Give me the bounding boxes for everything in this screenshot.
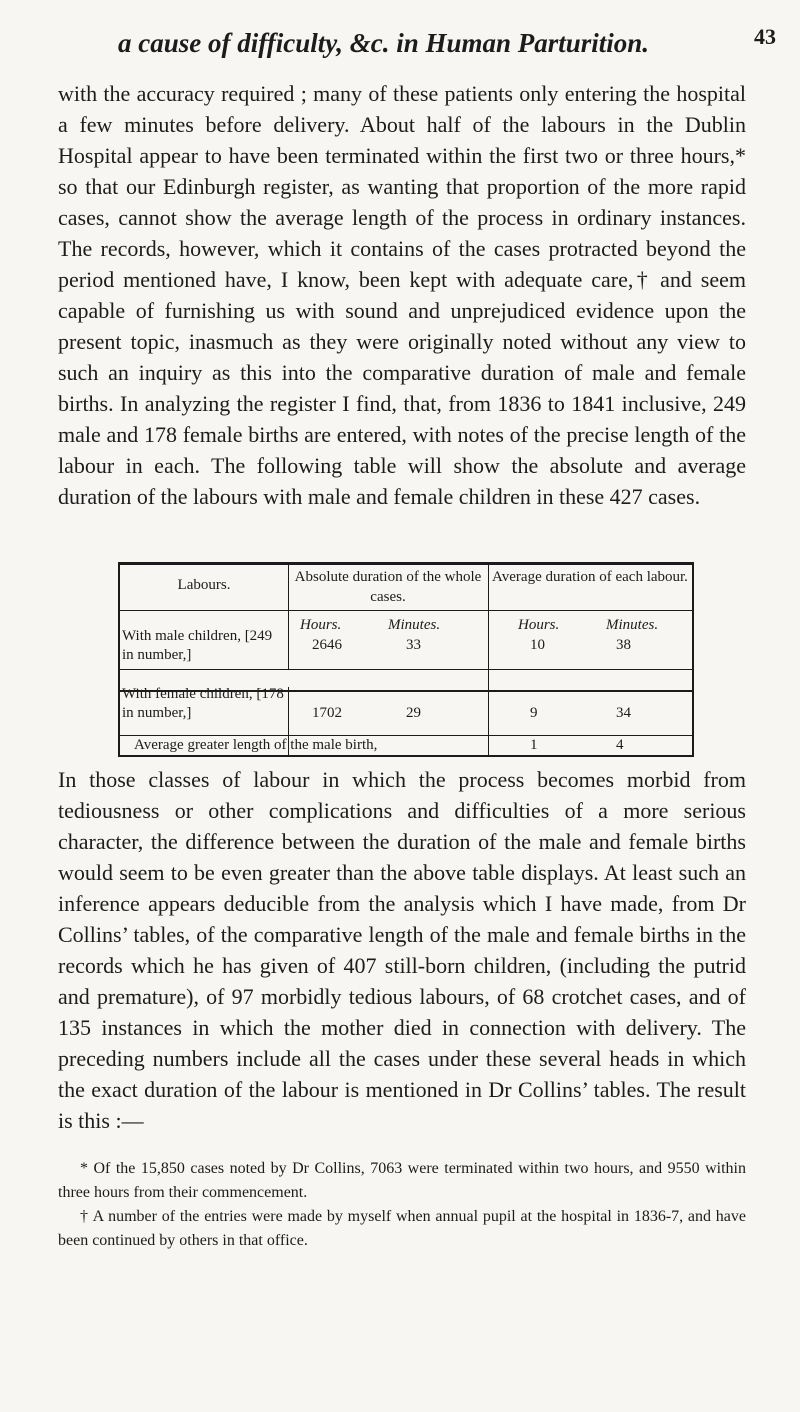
table-cell: 33 <box>406 637 421 653</box>
table-cell: 1702 <box>312 705 342 721</box>
table-cell: 38 <box>616 637 631 653</box>
footnote-1: * Of the 15,850 cases noted by Dr Collins, 7063 were terminated within two hours, and 9550 within three hours from their commencement. <box>58 1160 746 1201</box>
footnote-2: † A number of the entries were made by myself when annual pupil at the hospital in 1836-7, and have been continued by others in that office. <box>58 1208 746 1249</box>
table-row-label: With female children, [178 in number,] <box>122 686 284 721</box>
page-number: 43 <box>754 24 776 49</box>
table-cell: 34 <box>616 705 631 721</box>
table-cell: 29 <box>406 705 421 721</box>
duration-table <box>118 562 694 692</box>
footnotes <box>58 1157 746 1253</box>
header-labours: Labours. <box>177 577 231 593</box>
table-cell: 10 <box>530 637 545 653</box>
summary-hours: 1 <box>530 737 538 753</box>
unit-hours-avg: Hours. <box>518 617 560 633</box>
running-title: a cause of difficulty, &c. in Human Parturition. <box>118 28 650 58</box>
paragraph-1: with the accuracy required ; many of these patients only entering the hospital a few minutes before delivery. About half of the labours in the Dublin Hospital appear to have been terminated within the first two or three hours,* so that our Edinburgh register, as wanting that proportion of the more rapid cases, cannot show the average length of the process in ordinary instances. The records, however, which it contains of the cases protracted beyond the period mentioned have, I know, been kept with adequate care,† and seem capable of furnishing us with sound and unprejudiced evidence upon the present topic, inasmuch as they were originally noted without any view to such an inquiry as this into the comparative duration of male and female births. In analyzing the register I find, that, from 1836 to 1841 inclusive, 249 male and 178 female births are entered, with notes of the precise length of the labour in each. The following table will show the absolute and average duration of the labours with male and female children in these 427 cases. <box>58 81 746 509</box>
header-absolute-duration: Absolute duration of the whole cases. <box>294 569 482 605</box>
unit-hours-abs: Hours. <box>300 617 342 633</box>
summary-label: Average greater length of the male birth, <box>134 737 378 753</box>
duration-table-cont <box>118 687 694 757</box>
summary-minutes: 4 <box>616 737 624 753</box>
paragraph-2: In those classes of labour in which the process becomes morbid from tediousness or other complications and difficulties of a more serious character, the difference between the duration of the male and female births would seem to be even greater than the above table displays. At least such an inference appears deducible from the analysis which I have made, from Dr Collins’ tables, of the comparative length of the male and female births in the records which he has given of 407 still-born children, (including the putrid and premature), of 97 morbidly tedious labours, of 68 crotchet cases, and of 135 instances in which the mother died in connection with delivery. The preceding numbers include all the cases under these several heads in which the exact duration of the labour is mentioned in Dr Collins’ tables. The result is this :— <box>58 767 746 1133</box>
header-average-duration: Average duration of each labour. <box>492 569 688 585</box>
table-cell: 2646 <box>312 637 342 653</box>
table-cell: 9 <box>530 705 538 721</box>
unit-minutes-avg: Minutes. <box>606 617 659 633</box>
page-header <box>0 10 800 60</box>
unit-minutes-abs: Minutes. <box>388 617 441 633</box>
table-row-label: With male children, [249 in number,] <box>122 628 273 663</box>
